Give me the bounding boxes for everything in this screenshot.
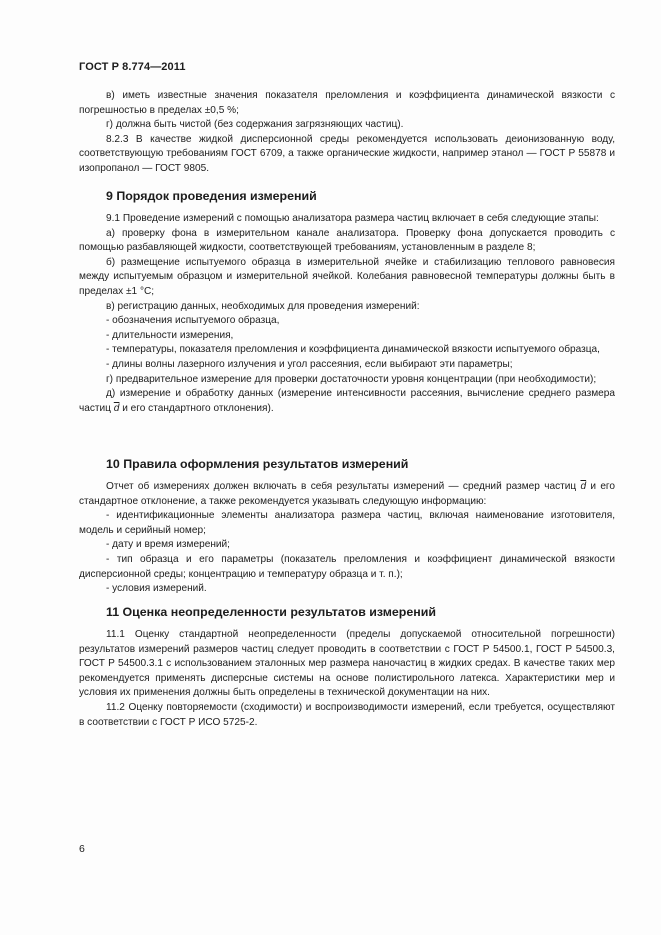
mean-size-symbol: $\overline{d}$ [580, 481, 587, 492]
list-item: - температуры, показателя преломления и коэффициента динамической вязкости испытуемого образца, [106, 344, 600, 356]
list-item: - обозначения испытуемого образца, [106, 315, 280, 327]
paragraph: 9.1 Проведение измерений с помощью анализатора размера частиц включает в себя следующие этапы: [106, 213, 599, 224]
list-item: - дату и время измерений; [106, 539, 230, 551]
section-8-continuation [79, 89, 615, 177]
paragraph [79, 387, 615, 416]
section-10-heading-wrap [79, 456, 615, 472]
paragraph [79, 480, 615, 509]
paragraph: а) проверку фона в измерительном канале анализатора. Проверку фона допускается проводить с помощью разбавляющей жидкости, соответствующей требованиям, установленным в разделе 8; [79, 227, 615, 254]
paragraph: 11.1 Оценку стандартной неопределенности (пределы допускаемой относительной погрешности) результатов измерений размеров частиц следует проводить в соответствии с ГОСТ Р 54500.1, ГОСТ Р 54500.3, ГОСТ Р 54500.3.1 с использованием эталонных мер размера наночастиц в жидких средах. В качестве таких мер рекомендуется применять дисперсные системы на основе полистирольного латекса. Характеристики мер и условия их применения должны быть определены в технической документации на них. [79, 629, 615, 699]
text-fragment: и его стандартное отклонение, а также рекомендуется указывать следующую информацию: [79, 481, 616, 507]
section-9-heading-wrap [79, 188, 615, 204]
paragraph: 8.2.3 В качестве жидкой дисперсионной среды рекомендуется использовать деионизованную воду, соответствующую требованиям ГОСТ 6709, а также органические жидкости, например этанол — ГОСТ Р 55878 и изопропанол — ГОСТ 9805. [79, 133, 615, 174]
text-fragment: Отчет об измерениях должен включать в себя результаты измерений — средний размер частиц [106, 481, 581, 492]
list-item: - тип образца и его параметры (показатель преломления и коэффициент динамической вязкости дисперсионной среды; концентрацию и температуру образца и т. п.); [79, 553, 615, 580]
list-item: - длины волны лазерного излучения и угол рассеяния, если выбирают эти параметры; [106, 358, 513, 370]
text-fragment: д) измерение и обработку данных (измерение интенсивности рассеяния, вычисление среднего размера частиц [79, 388, 615, 414]
section-9-body [79, 212, 615, 416]
document-header: ГОСТ Р 8.774—2011 [79, 61, 186, 73]
section-11-heading: 11 Оценка неопределенности результатов измерений [106, 605, 436, 619]
paragraph: в) регистрацию данных, необходимых для проведения измерений: [106, 300, 420, 312]
section-10-heading: 10 Правила оформления результатов измерений [106, 457, 409, 471]
list-item: - длительности измерения, [106, 329, 234, 341]
list-item: - условия измерений. [106, 583, 207, 595]
section-11-heading-wrap [79, 604, 615, 620]
section-10-body [79, 480, 615, 597]
section-9-heading: 9 Порядок проведения измерений [106, 189, 317, 203]
page-number: 6 [79, 843, 85, 855]
section-11-body [79, 628, 615, 730]
text-fragment: и его стандартного отклонения). [119, 402, 274, 414]
paragraph: 11.2 Оценку повторяемости (сходимости) и воспроизводимости измерений, если требуется, осуществляют в соответствии с ГОСТ Р ИСО 5725-2. [79, 701, 615, 728]
list-item: - идентификационные элементы анализатора размера частиц, включая наименование изготовителя, модель и серийный номер; [79, 510, 615, 536]
paragraph: б) размещение испытуемого образца в измерительной ячейке и стабилизацию теплового равновесия между испытуемым образцом и измерительной ячейкой. Колебания равновесной температуры должны быть в пределах ±1 °С; [79, 256, 615, 297]
mean-size-symbol: $\overline{d}$ [113, 402, 120, 414]
paragraph: в) иметь известные значения показателя преломления и коэффициента динамической вязкости с погрешностью в пределах ±0,5 %; [79, 90, 615, 116]
paragraph: г) должна быть чистой (без содержания загрязняющих частиц). [106, 119, 404, 131]
paragraph: г) предварительное измерение для проверки достаточности уровня концентрации (при необходимости); [106, 373, 597, 385]
